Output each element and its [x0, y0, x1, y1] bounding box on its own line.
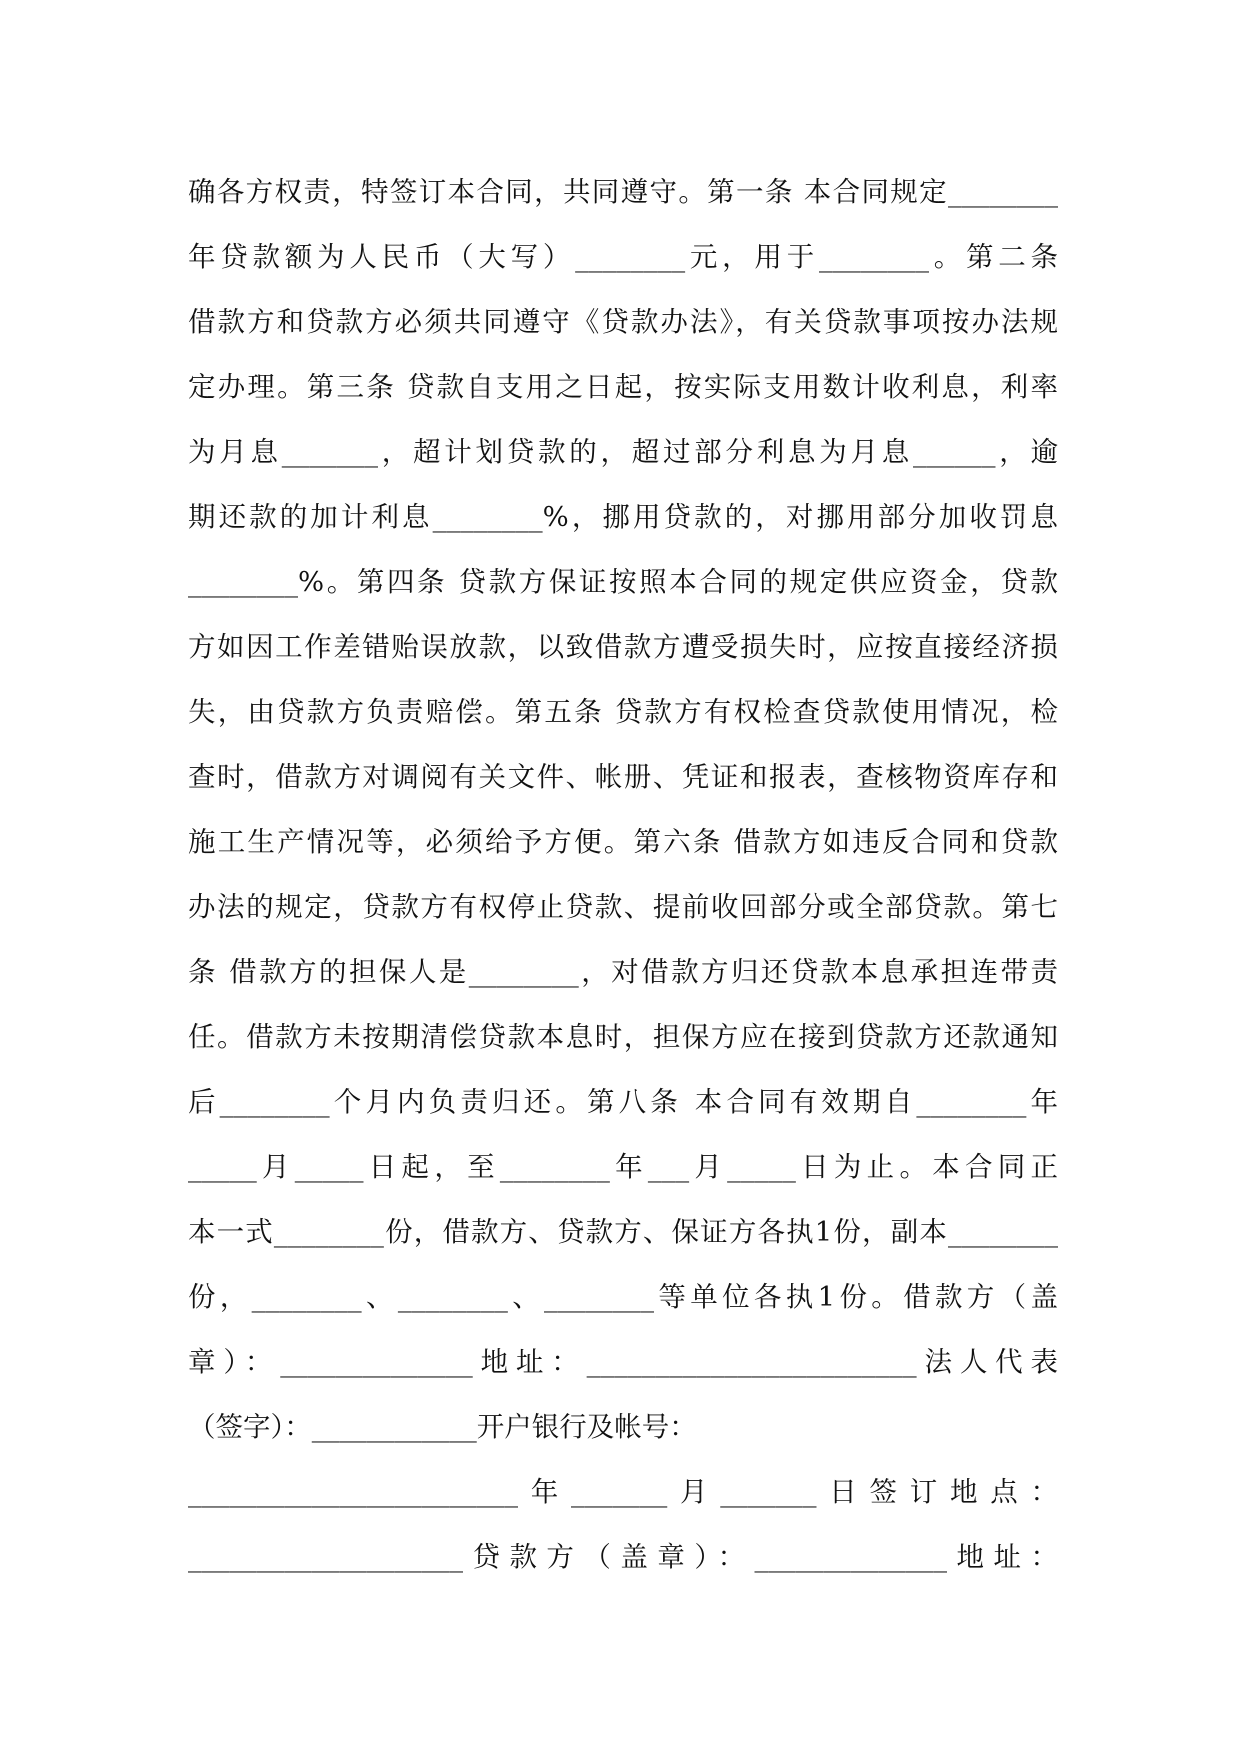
- text-line-20: （签字）：____________开户银行及帐号：: [188, 1411, 697, 1443]
- text-line-16: _____月_____日起，至________年___月_____日为止。本合同正: [188, 1151, 1058, 1183]
- text-line-6: 期还款的加计利息________%，挪用贷款的，对挪用部分加收罚息: [188, 501, 1058, 533]
- text-line-22: ____________________贷款方（盖章）：______________地址：: [188, 1541, 1058, 1573]
- text-line-4: 定办理。第三条 贷款自支用之日起，按实际支用数计收利息，利率: [188, 371, 1058, 403]
- text-line-21: ________________________年_______月_______日签订地点：: [188, 1476, 1058, 1508]
- text-line-13: 条 借款方的担保人是________，对借款方归还贷款本息承担连带责: [188, 956, 1058, 988]
- text-line-7: ________%。第四条 贷款方保证按照本合同的规定供应资金，贷款: [188, 566, 1058, 598]
- text-line-10: 查时，借款方对调阅有关文件、帐册、凭证和报表，查核物资库存和: [188, 761, 1058, 793]
- text-line-12: 办法的规定，贷款方有权停止贷款、提前收回部分或全部贷款。第七: [188, 891, 1058, 923]
- text-line-11: 施工生产情况等，必须给予方便。第六条 借款方如违反合同和贷款: [188, 826, 1058, 858]
- text-line-8: 方如因工作差错贻误放款，以致借款方遭受损失时，应按直接经济损: [188, 631, 1058, 663]
- contract-body: [188, 160, 1058, 1590]
- text-line-3: 借款方和贷款方必须共同遵守《贷款办法》，有关贷款事项按办法规: [188, 306, 1058, 338]
- text-line-2: 年贷款额为人民币（大写）________元，用于________。第二条: [188, 241, 1058, 273]
- text-line-15: 后________个月内负责归还。第八条 本合同有效期自________年: [188, 1086, 1058, 1118]
- text-line-14: 任。借款方未按期清偿贷款本息时，担保方应在接到贷款方还款通知: [188, 1021, 1058, 1053]
- text-line-1: 确各方权责，特签订本合同，共同遵守。第一条 本合同规定________: [188, 176, 1058, 208]
- text-line-18: 份，________、________、________等单位各执1份。借款方（盖: [188, 1281, 1058, 1313]
- text-line-9: 失，由贷款方负责赔偿。第五条 贷款方有权检查贷款使用情况，检: [188, 696, 1058, 728]
- text-line-17: 本一式________份，借款方、贷款方、保证方各执1份，副本________: [188, 1216, 1058, 1248]
- text-line-19: 章）：______________地址：________________________法人代表: [188, 1346, 1058, 1378]
- text-line-5: 为月息_______，超计划贷款的，超过部分利息为月息______，逾: [188, 436, 1058, 468]
